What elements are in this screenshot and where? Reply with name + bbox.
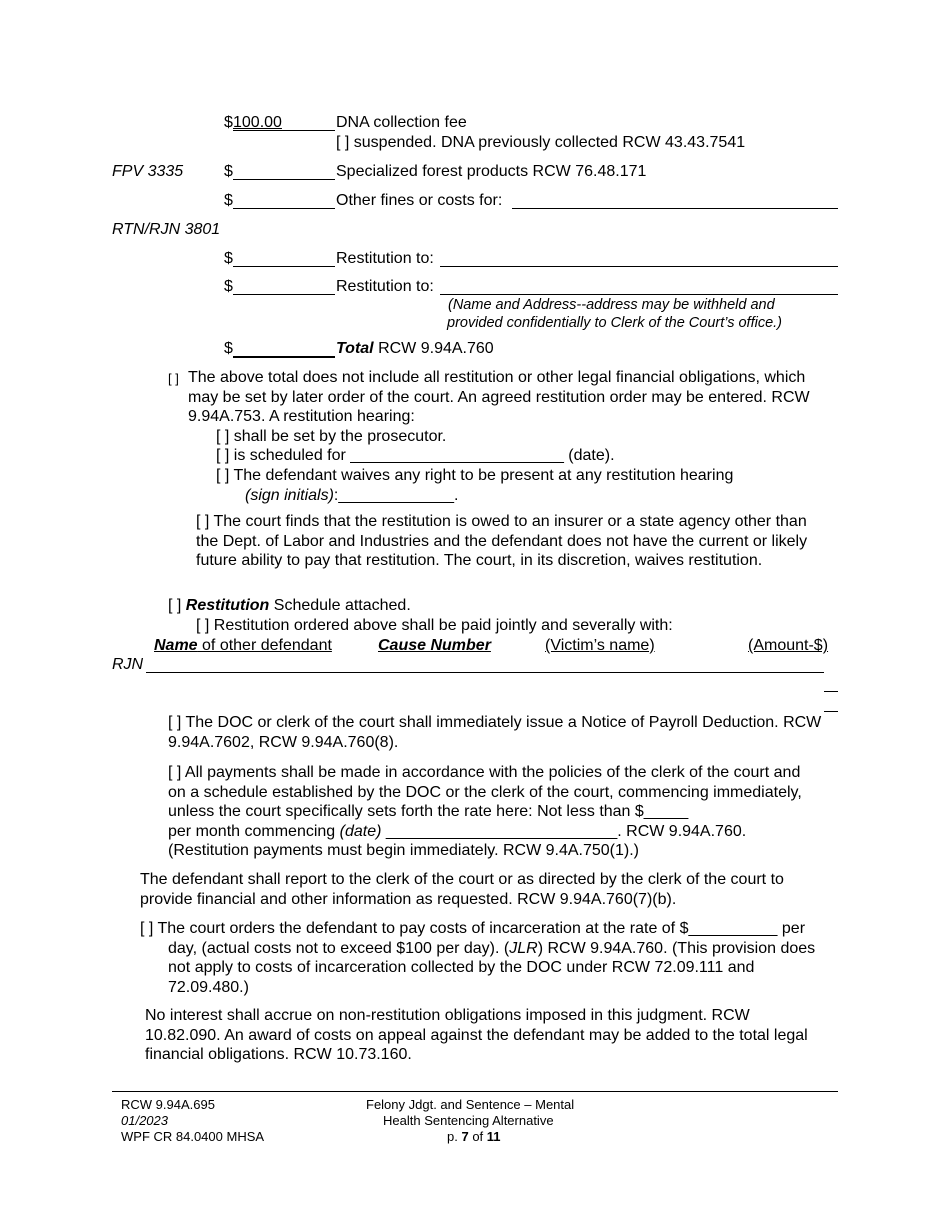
schedule-date-label: (date) — [339, 822, 382, 840]
dna-fee-amount: 100.00 — [233, 114, 282, 131]
dna-amount-line — [233, 130, 335, 131]
restitution-to-field-1[interactable] — [440, 266, 838, 267]
dna-suspended-checkbox[interactable]: [ ] suspended. DNA previously collected RCW 43.43.7541 — [336, 134, 746, 151]
incarceration-text-a: [ ] The court orders the defendant to pay costs of incarceration at the rate of $__________ per day, (actual costs not to exceed $100 per day). ( — [140, 920, 806, 957]
schedule-rest: Schedule attached. — [269, 597, 411, 614]
restitution-to-label-1: Restitution to: — [336, 250, 434, 267]
footer-page — [447, 1129, 501, 1145]
incarceration-paragraph[interactable] — [140, 919, 830, 997]
dollar-sign: $ — [224, 250, 233, 267]
short-line — [824, 711, 838, 712]
payroll-text: [ ] The DOC or clerk of the court shall immediately issue a Notice of Payroll Deduction. RCW 9.94A.7602, RCW 9.94A.760(8). — [168, 714, 822, 751]
other-fines-amount-field[interactable] — [233, 208, 335, 209]
restitution-paragraph — [188, 368, 818, 427]
payment-schedule-paragraph[interactable] — [168, 763, 820, 861]
restitution-amount-field-2[interactable] — [233, 294, 335, 295]
report-paragraph — [140, 870, 832, 909]
total-amount-field[interactable] — [233, 356, 335, 358]
report-text: The defendant shall report to the clerk of the court or as directed by the clerk of the court to provide financial and other information as requested. RCW 9.94A.760(7)(b). — [140, 871, 784, 908]
restitution-schedule-checkbox[interactable] — [168, 596, 411, 615]
sign-initials-blank: :_____________. — [333, 487, 459, 504]
hearing-option-prosecutor[interactable]: [ ] shall be set by the prosecutor. — [216, 428, 447, 445]
schedule-text-3: (Restitution payments must begin immediately. RCW 9.4A.750(1).) — [168, 842, 639, 860]
short-line — [824, 691, 838, 692]
interest-text: No interest shall accrue on non-restitution obligations imposed in this judgment. RCW 10.82.090. An award of costs on appeal against the defendant may be added to the total legal financial obligations. RCW 10.73.160. — [145, 1007, 808, 1064]
forest-amount-field[interactable] — [233, 179, 335, 180]
col-name-bold: Name — [154, 637, 198, 654]
restitution-checkbox[interactable]: [ ] — [168, 371, 179, 386]
schedule-text-2b: __________________________. RCW 9.94A.760. — [381, 822, 747, 840]
footer-date: 01/2023 — [121, 1113, 168, 1128]
footer-title-2: Health Sentencing Alternative — [383, 1113, 554, 1128]
dollar-sign: $ — [224, 192, 233, 209]
footer-form: WPF CR 84.0400 MHSA — [121, 1129, 265, 1144]
col-victim-header: (Victim’s name) — [545, 637, 655, 654]
insurer-waiver-text: [ ] The court finds that the restitution is owed to an insurer or a state agency other than the Dept. of Labor and Industries and the defendant does not have the current or likely future ability to pay that restitution. The court, in its discretion, waives restitution. — [196, 513, 808, 570]
col-amount-header: (Amount-$) — [748, 637, 829, 654]
rtn-code: RTN/RJN 3801 — [112, 221, 221, 238]
dollar-sign: $ — [224, 163, 233, 180]
insurer-waiver-paragraph[interactable] — [196, 512, 828, 571]
jointly-severally-checkbox[interactable]: [ ] Restitution ordered above shall be paid jointly and severally with: — [196, 617, 673, 634]
dna-fee-label: DNA collection fee — [336, 114, 467, 131]
scheduled-label: [ ] is scheduled for — [216, 447, 351, 464]
other-fines-for-field[interactable] — [512, 208, 838, 209]
interest-paragraph — [145, 1006, 825, 1065]
page-prefix: p. — [447, 1129, 462, 1144]
dollar-sign: $ — [224, 114, 233, 131]
schedule-text-1: [ ] All payments shall be made in accordance with the policies of the clerk of the court and on a schedule established by the DOC or the clerk of the court, commencing immediately, unless the court specifically sets forth the rate here: Not less than $_____ — [168, 764, 802, 821]
footer-title-1: Felony Jdgt. and Sentence – Mental — [366, 1097, 575, 1112]
hearing-date-field[interactable]: ________________________ — [350, 447, 564, 464]
col-cause-header: Cause Number — [378, 637, 491, 654]
schedule-box: [ ] — [168, 597, 186, 614]
restitution-to-label-2: Restitution to: — [336, 278, 434, 295]
schedule-bold: Restitution — [185, 597, 270, 614]
total-rcw: RCW 9.94A.760 — [373, 340, 494, 357]
schedule-text-2a: per month commencing — [168, 822, 340, 840]
total-bold: Total — [336, 340, 374, 357]
total-label — [336, 339, 494, 358]
page-of: of — [468, 1129, 487, 1144]
sign-initials-field[interactable] — [245, 486, 459, 505]
col-name-header — [154, 636, 332, 655]
payroll-deduction-paragraph[interactable] — [168, 713, 830, 752]
scheduled-date-suffix: (date). — [563, 447, 615, 464]
page-total: 11 — [486, 1129, 501, 1144]
footer-rcw: RCW 9.94A.695 — [121, 1097, 215, 1112]
dollar-sign: $ — [224, 278, 233, 295]
restitution-amount-field-1[interactable] — [233, 266, 335, 267]
col-name-rest: of other defendant — [197, 637, 332, 654]
forest-products-label: Specialized forest products RCW 76.48.171 — [336, 163, 647, 180]
other-fines-label: Other fines or costs for: — [336, 192, 503, 209]
page-number: 7 — [461, 1129, 469, 1144]
sign-initials-label: (sign initials) — [245, 487, 334, 504]
incarceration-jlr: JLR — [509, 939, 538, 957]
restitution-text: The above total does not include all restitution or other legal financial obligations, which may be set by later order of the court. An agreed restitution order may be entered. RCW 9.94A.753. A restitution hearing: — [188, 369, 810, 426]
footer-divider — [112, 1091, 838, 1092]
hearing-option-waive[interactable]: [ ] The defendant waives any right to be present at any restitution hearing — [216, 467, 734, 484]
hearing-option-scheduled[interactable] — [216, 446, 615, 465]
incarceration-text-b: ) RCW 9.94A.760. (This provision does not apply to costs of incarceration collected by the DOC under RCW 72.09.111 and 72.09.480.) — [168, 939, 816, 996]
codefendant-field[interactable] — [146, 672, 824, 673]
rjn-code: RJN — [112, 656, 144, 673]
restitution-to-field-2[interactable] — [440, 294, 838, 295]
dollar-sign: $ — [224, 340, 233, 357]
name-address-note: provided confidentially to Clerk of the Court’s office.) — [447, 315, 783, 331]
name-address-note: (Name and Address--address may be withheld and — [448, 297, 775, 313]
fpv-code: FPV 3335 — [112, 163, 184, 180]
